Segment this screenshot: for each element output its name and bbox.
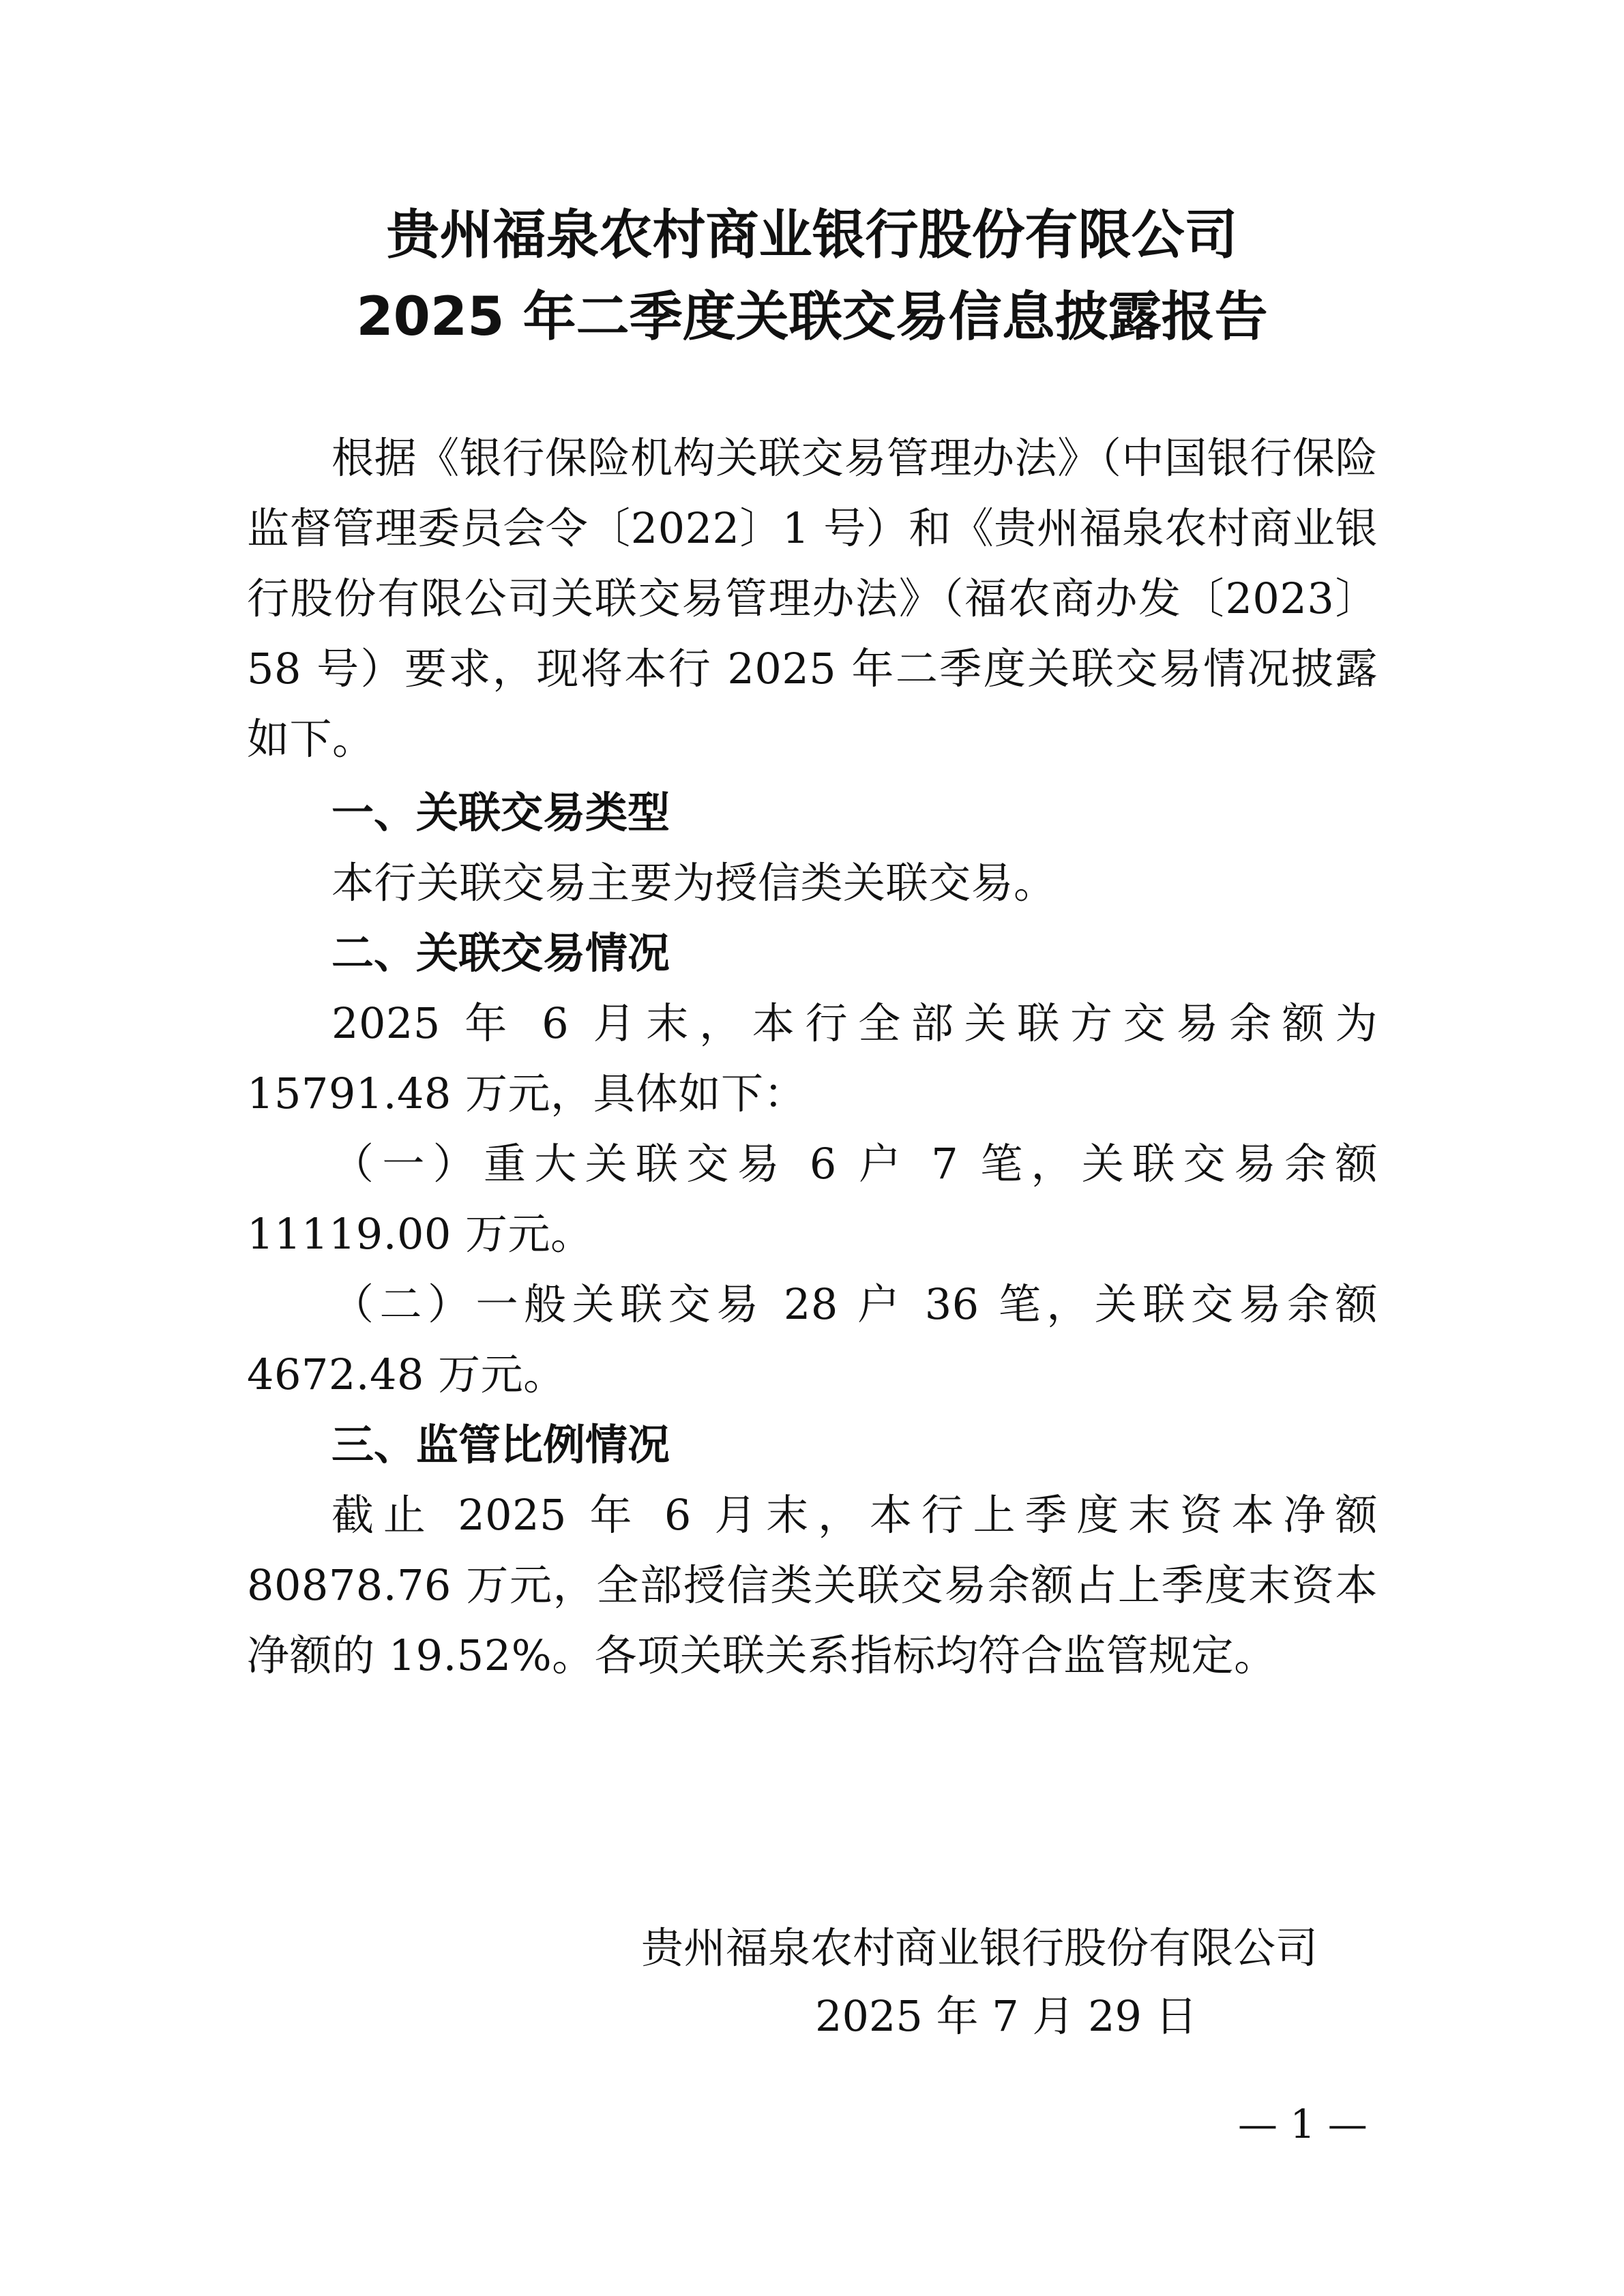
section-2-item-2: （二）一般关联交易 28 户 36 笔，关联交易余额 4672.48 万元。 (247, 1279, 1378, 1399)
intro-paragraph: 根据《银行保险机构关联交易管理办法》（中国银行保险监督管理委员会令〔2022〕1 号）和《贵州福泉农村商业银行股份有限公司关联交易管理办法》（福农商办发〔2023〕58 号）要求，现将本行 2025 年二季度关联交易情况披露如下。 (247, 433, 1378, 764)
section-2-paragraph-1: 2025 年 6 月末，本行全部关联方交易余额为 15791.48 万元，具体如下： (247, 998, 1378, 1118)
page-number: — 1 — (1238, 2101, 1368, 2147)
section-3-paragraph-1: 截止 2025 年 6 月末，本行上季度末资本净额 80878.76 万元，全部授信类关联交易余额占上季度末资本净额的 19.52%。各项关联关系指标均符合监管规定。 (247, 1490, 1378, 1680)
section-2-item-1: （一）重大关联交易 6 户 7 笔，关联交易余额 11119.00 万元。 (247, 1139, 1378, 1259)
signature-date: 2025 年 7 月 29 日 (815, 1991, 1198, 2041)
section-1-heading: 一、关联交易类型 (331, 788, 670, 837)
title-line-2: 2025 年二季度关联交易信息披露报告 (356, 286, 1268, 348)
signature-company: 贵州福泉农村商业银行股份有限公司 (641, 1923, 1318, 1973)
section-3-heading: 三、监管比例情况 (331, 1420, 670, 1470)
title-line-1: 贵州福泉农村商业银行股份有限公司 (386, 205, 1238, 266)
section-2-heading: 二、关联交易情况 (331, 928, 670, 978)
section-1-paragraph-1: 本行关联交易主要为授信类关联交易。 (331, 858, 1057, 908)
